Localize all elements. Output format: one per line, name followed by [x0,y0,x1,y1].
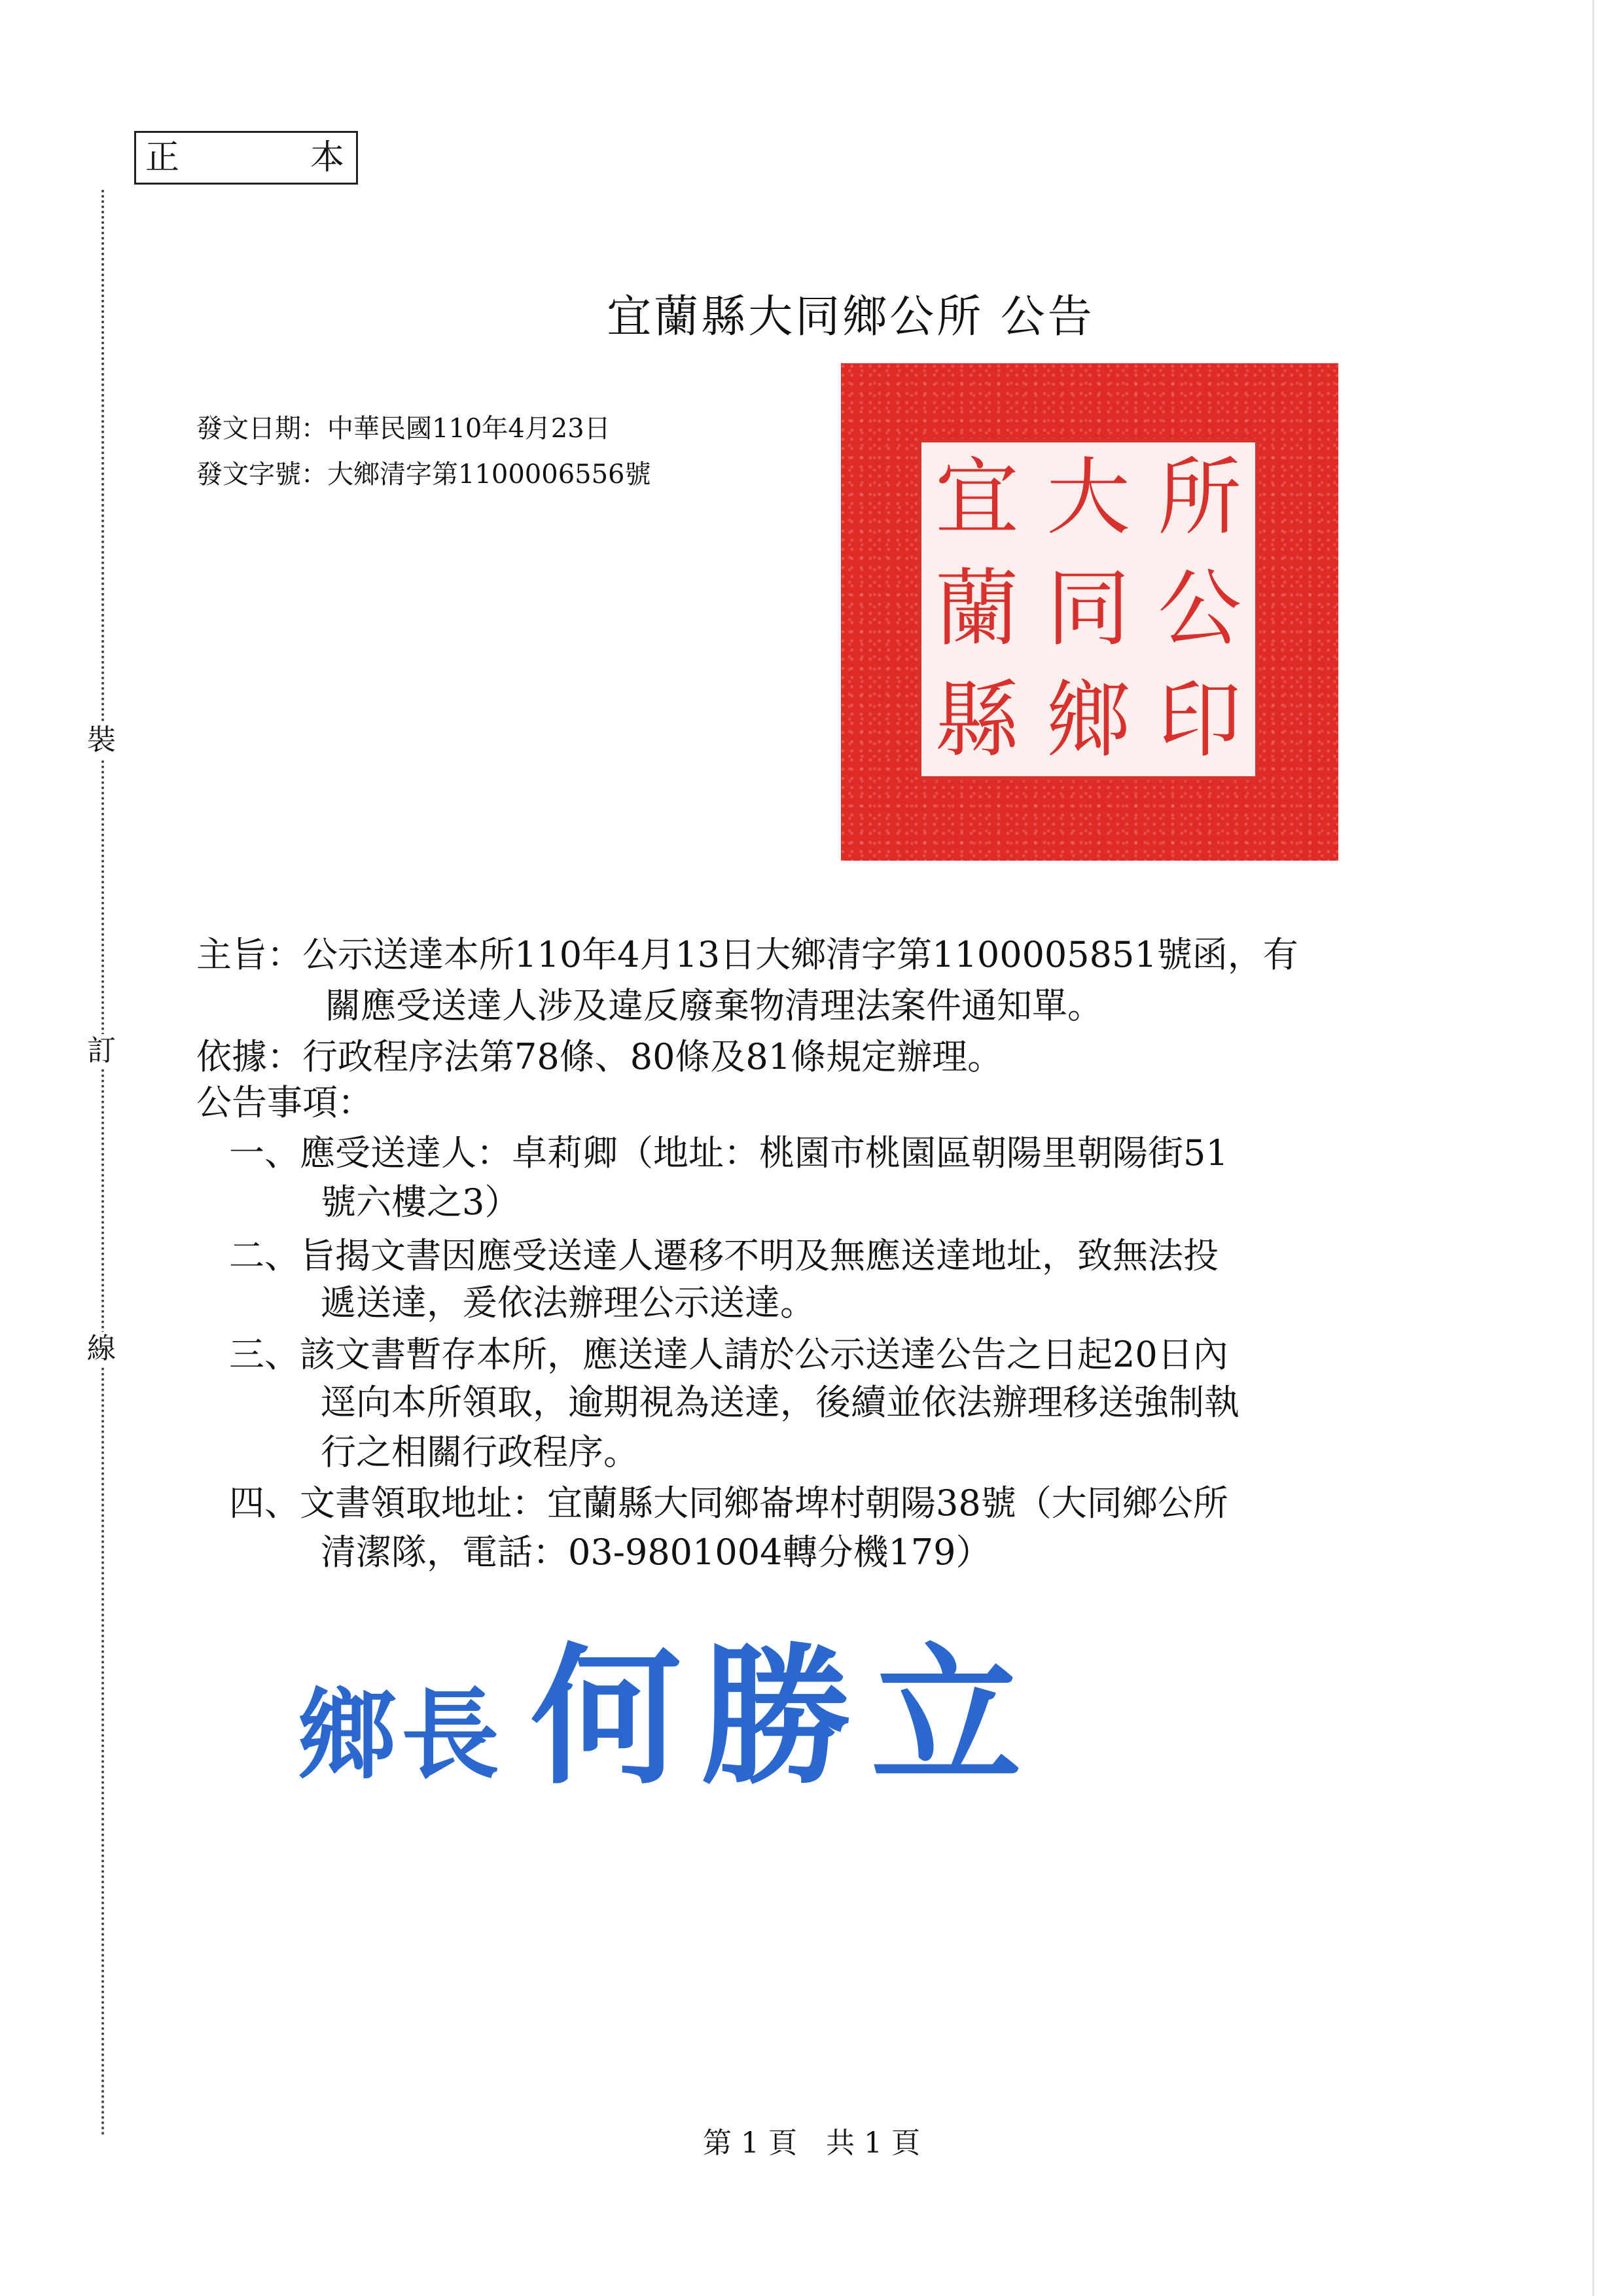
seal-char: 大 [1046,449,1130,547]
subject-line-1: 主旨：公示送達本所110年4月13日大鄉清字第1100005851號函，有 [196,934,1298,975]
subject-line-2: 關應受送達人涉及違反廢棄物清理法案件通知單。 [325,985,1103,1026]
item-2-line-2: 遞送達，爰依法辦理公示送達。 [321,1282,815,1323]
item-3-line-3: 行之相關行政程序。 [321,1431,639,1473]
page-footer: 第 1 頁 共 1 頁 [703,2126,920,2160]
seal-char: 蘭 [935,560,1019,658]
item-2-line-1: 二、旨揭文書因應受送達人遷移不明及無應送達地址，致無法投 [229,1235,1219,1276]
binding-mark-xian: 線 [85,1332,118,1367]
signature-title: 鄉長 [298,1679,505,1793]
official-seal-inner [918,439,1259,780]
document-number: 發文字號：大鄉清字第1100006556號 [196,459,651,490]
item-1-line-1: 一、應受送達人：卓莉卿（地址：桃園市桃園區朝陽里朝陽街51 [229,1132,1228,1174]
original-copy-box [134,131,358,185]
issue-date: 發文日期：中華民國110年4月23日 [196,414,611,444]
item-3-line-1: 三、該文書暫存本所，應送達人請於公示送達公告之日起20日內 [229,1334,1228,1375]
binding-mark-zhuang: 裝 [85,723,118,758]
binding-mark-ding: 訂 [85,1034,118,1069]
seal-char: 公 [1157,560,1241,658]
seal-char: 印 [1157,672,1241,769]
seal-char: 同 [1046,560,1130,658]
seal-char: 縣 [935,672,1019,769]
basis-line: 依據：行政程序法第78條、80條及81條規定辦理。 [196,1036,1003,1077]
item-4-line-2: 清潔隊，電話：03-9801004轉分機179） [321,1532,991,1573]
original-copy-right-char: 本 [310,138,344,177]
signature-name: 何勝立 [531,1630,1042,1805]
seal-char: 鄉 [1046,672,1130,769]
official-seal [841,363,1338,861]
binding-dotted-line [101,190,104,2137]
item-4-line-1: 四、文書領取地址：宜蘭縣大同鄉崙埤村朝陽38號（大同鄉公所 [229,1482,1228,1524]
mayor-signature-stamp [298,1630,1042,1805]
item-1-line-2: 號六樓之3） [321,1181,520,1223]
seal-char: 所 [1157,449,1241,547]
original-copy-left-char: 正 [145,138,180,177]
item-3-line-2: 逕向本所領取，逾期視為送達，後續並依法辦理移送強制執 [321,1382,1240,1423]
document-title: 宜蘭縣大同鄉公所 公告 [607,291,1095,343]
seal-char: 宜 [935,449,1019,547]
items-heading: 公告事項： [196,1082,373,1123]
